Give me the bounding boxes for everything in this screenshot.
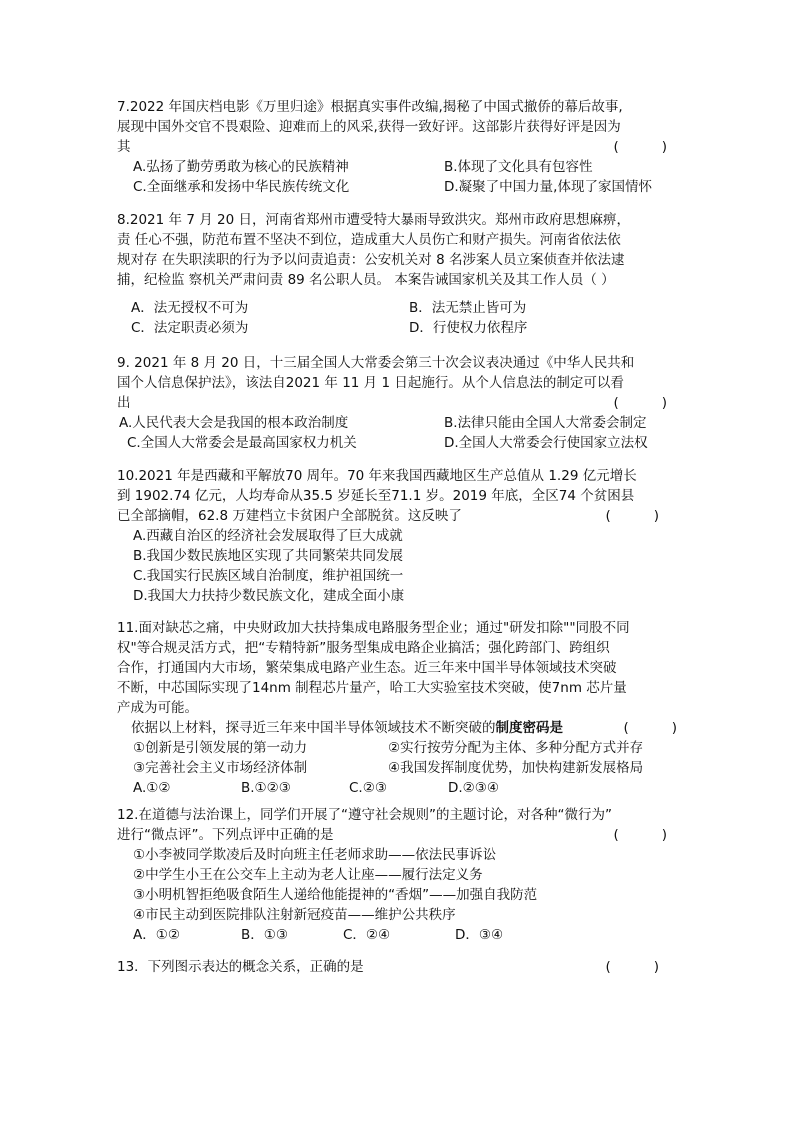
q12-option-c: C．②④ xyxy=(343,927,391,943)
question-8 xyxy=(117,210,677,338)
q8-line-2: 责 任心不强，防范布置不坚决不到位，造成重大人员伤亡和财产损失。河南省依法依 xyxy=(117,232,621,248)
q11-line-4: 不断，中芯国际实现了14nm 制程芯片量产，哈工大实验室技术突破，使7nm 芯片量 xyxy=(117,680,627,696)
q11-line-2: 权"等合规灵活方式，把“专精特新”服务型集成电路企业搞活；强化跨部门、跨组织 xyxy=(117,640,610,656)
q10-line-1: 10.2021 年是西藏和平解放70 周年。70 年来我国西藏地区生产总值从 1.29 亿元增长 xyxy=(117,468,637,484)
q12-option-d: D．③④ xyxy=(455,927,504,943)
q11-line-3: 合作，打通国内大市场，繁荣集成电路产业生态。近三年来中国半导体领域技术突破 xyxy=(117,660,617,676)
q12-item-4: ④市民主动到医院排队注射新冠疫苗——维护公共秩序 xyxy=(133,907,456,923)
q9-line-3: 出 xyxy=(117,395,131,411)
q8-option-c: C．法定职责必须为 xyxy=(131,320,249,336)
q11-option-c: C.②③ xyxy=(349,780,387,796)
q7-option-c: C.全面继承和发扬中华民族传统文化 xyxy=(133,179,350,195)
q11-line-5: 产成为可能。 xyxy=(117,700,198,716)
q8-line-3: 规对存 在失职渎职的行为予以问责追责：公安机关对 8 名涉案人员立案侦查并依法逮 xyxy=(117,252,625,268)
q12-item-2: ②中学生小王在公交车上主动为老人让座——履行法定义务 xyxy=(133,867,483,883)
q10-line-3: 已全部摘帽，62.8 万建档立卡贫困户全部脱贫。这反映了 xyxy=(117,508,462,524)
q11-option-d: D.②③④ xyxy=(448,780,499,796)
q11-stem-bold: 制度密码是 xyxy=(495,720,563,736)
question-7 xyxy=(117,97,677,197)
q10-option-d: D.我国大力扶持少数民族文化，建成全面小康 xyxy=(133,588,405,604)
q10-option-b: B.我国少数民族地区实现了共同繁荣共同发展 xyxy=(133,548,404,564)
q8-option-d: D．行使权力依程序 xyxy=(409,320,528,336)
q12-item-1: ①小李被同学欺凌后及时向班主任老师求助——依法民事诉讼 xyxy=(133,847,497,863)
q11-option-b: B.①②③ xyxy=(241,780,291,796)
q9-answer-bracket: ( ) xyxy=(613,395,667,411)
q11-item-4: ④我国发挥制度优势，加快构建新发展格局 xyxy=(388,760,644,776)
q11-answer-bracket: ( ) xyxy=(623,720,677,736)
q11-item-1: ①创新是引领发展的第一动力 xyxy=(133,740,308,756)
q10-line-2: 到 1902.74 亿元，人均寿命从35.5 岁延长至71.1 岁。2019 年底，全区74 个贫困县 xyxy=(117,488,635,504)
q8-option-b: B．法无禁止皆可为 xyxy=(409,300,527,316)
q9-line-1: 9. 2021 年 8 月 20 日，十三届全国人大常委会第三十次会议表决通过《中华人民共和 xyxy=(117,355,635,371)
q7-answer-bracket: ( ) xyxy=(613,139,667,155)
question-10 xyxy=(117,466,677,606)
q11-line-1: 11.面对缺芯之痛，中央财政加大扶持集成电路服务型企业；通过"研发扣除""同股不同 xyxy=(117,620,630,636)
q7-line-1: 7.2022 年国庆档电影《万里归途》根据真实事件改编,揭秘了中国式撤侨的幕后故事, xyxy=(117,99,623,115)
q9-line-2: 国个人信息保护法》，该法自2021 年 11 月 1 日起施行。从个人信息法的制定可以看 xyxy=(117,375,624,391)
q10-option-a: A.西藏自治区的经济社会发展取得了巨大成就 xyxy=(133,528,403,544)
q9-option-d: D.全国人大常委会行使国家立法权 xyxy=(444,435,648,451)
q7-option-b: B.体现了文化具有包容性 xyxy=(444,159,593,175)
q11-option-a: A.①② xyxy=(133,780,171,796)
question-13 xyxy=(117,957,677,977)
q8-option-a: A．法无授权不可为 xyxy=(131,300,249,316)
q11-stem-prefix: 依据以上材料，探寻近三年来中国半导体领域技术不断突破的 xyxy=(131,720,496,736)
q13-line-1: 13．下列图示表达的概念关系，正确的是 xyxy=(117,959,364,975)
q12-line-2: 进行“微点评”。下列点评中正确的是 xyxy=(117,827,334,843)
q9-option-a: A.人民代表大会是我国的根本政治制度 xyxy=(119,415,349,431)
q10-answer-bracket: ( ) xyxy=(605,508,659,524)
question-11 xyxy=(117,618,677,798)
q10-option-c: C.我国实行民族区域自治制度，维护祖国统一 xyxy=(133,568,404,584)
q7-line-2: 展现中国外交官不畏艰险、迎难而上的风采,获得一致好评。这部影片获得好评是因为 xyxy=(117,119,621,135)
q9-option-c: C.全国人大常委会是最高国家权力机关 xyxy=(127,435,357,451)
question-12 xyxy=(117,805,677,945)
question-9 xyxy=(117,353,677,453)
q12-option-b: B．①③ xyxy=(241,927,288,943)
q11-item-2: ②实行按劳分配为主体、多种分配方式并存 xyxy=(388,740,644,756)
q12-answer-bracket: ( ) xyxy=(613,827,667,843)
q7-line-3: 其 xyxy=(117,139,131,155)
q7-option-d: D.凝聚了中国力量,体现了家国情怀 xyxy=(444,179,652,195)
q12-option-a: A．①② xyxy=(133,927,180,943)
q12-item-3: ③小明机智拒绝吸食陌生人递给他能提神的“香烟”——加强自我防范 xyxy=(133,887,538,903)
q7-option-a: A.弘扬了勤劳勇敢为核心的民族精神 xyxy=(133,159,349,175)
q12-line-1: 12.在道德与法治课上，同学们开展了“遵守社会规则”的主题讨论，对各种“微行为” xyxy=(117,807,612,823)
q8-line-1: 8.2021 年 7 月 20 日，河南省郑州市遭受特大暴雨导致洪灾。郑州市政府思想麻痹， xyxy=(117,212,630,228)
q11-item-3: ③完善社会主义市场经济体制 xyxy=(133,760,308,776)
q8-line-4: 捕，纪检监 察机关严肃问责 89 名公职人员。 本案告诫国家机关及其工作人员（ ） xyxy=(117,272,615,288)
q13-answer-bracket: ( ) xyxy=(605,959,659,975)
q9-option-b: B.法律只能由全国人大常委会制定 xyxy=(444,415,647,431)
